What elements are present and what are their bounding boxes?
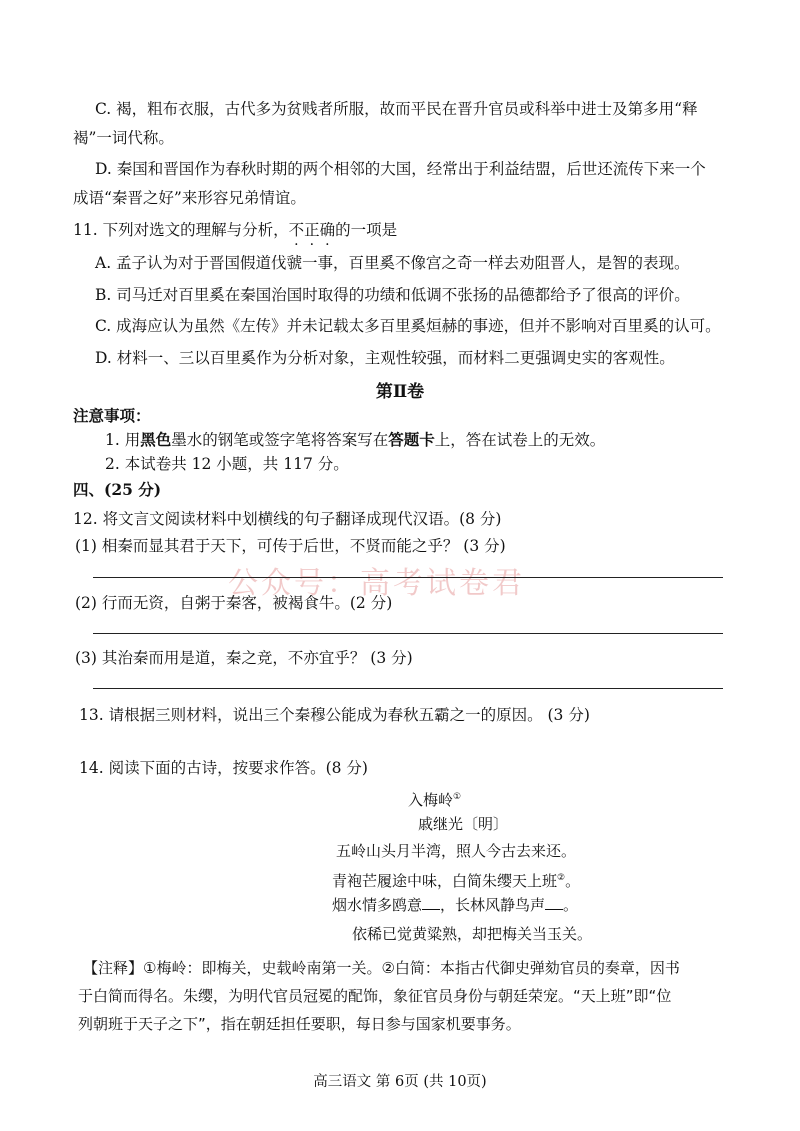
- question-14: 14. 阅读下面的古诗，按要求作答。(8 分): [79, 759, 368, 777]
- question-11: 11. 下列对选文的理解与分析，不正确的一项是: [73, 221, 398, 239]
- poem-line-1: 五岭山头月半湾，照人今古去来还。: [336, 842, 577, 860]
- poem-line-3: 烟水情多鸥意 ，长林风静鸟声 。: [332, 896, 579, 914]
- notice-item-1: 1. 用黑色墨水的钢笔或签字笔将答案写在答题卡上，答在试卷上的无效。: [105, 430, 606, 449]
- answer-line: [93, 577, 723, 578]
- note-line-1: 【注释】①梅岭：即梅关，史载岭南第一关。②白简：本指古代御史弹劾官员的奏章，因书: [83, 959, 680, 977]
- question-13: 13. 请根据三则材料，说出三个秦穆公能成为春秋五霸之一的原因。 (3 分): [79, 706, 590, 724]
- poem-line-4: 依稀已觉黄粱熟，却把梅关当玉关。: [352, 925, 593, 943]
- fill-blank: [422, 897, 440, 910]
- section-heading: 四、(25 分): [73, 480, 162, 499]
- notice-title: 注意事项：: [73, 406, 151, 425]
- answer-line: [93, 688, 723, 689]
- q11-option-a: A. 孟子认为对于晋国假道伐虢一事，百里奚不像宫之奇一样去劝阻晋人，是智的表现。: [95, 254, 690, 272]
- poem-title: 入梅岭①: [408, 791, 462, 809]
- q12-sub-1: (1) 相秦而显其君于天下，可传于后世，不贤而能之乎？ (3 分): [75, 537, 506, 555]
- notice-item-2: 2. 本试卷共 12 小题，共 117 分。: [105, 455, 349, 473]
- answer-line: [93, 633, 723, 634]
- option-10d-line1: D. 秦国和晋国作为春秋时期的两个相邻的大国，经常出于利益结盟，后世还流传下来一个: [95, 160, 706, 178]
- option-10d-line2: 成语“秦晋之好”来形容兄弟情谊。: [73, 189, 306, 207]
- option-10c-line2: 褐”一词代称。: [73, 129, 174, 147]
- q11-option-b: B. 司马迁对百里奚在秦国治国时取得的功绩和低调不张扬的品德都给予了很高的评价。: [95, 286, 690, 304]
- fill-blank: [545, 897, 563, 910]
- poem-author: 戚继光〔明〕: [418, 815, 509, 833]
- watermark: 公众号：高考试卷君: [228, 566, 525, 601]
- q11-option-d: D. 材料一、三以百里奚作为分析对象，主观性较强，而材料二更强调史实的客观性。: [95, 349, 675, 367]
- q12-sub-2: (2) 行而无资，自粥于秦客，被褐食牛。(2 分): [75, 594, 393, 612]
- option-10c-line1: C. 褐，粗布衣服，古代多为贫贱者所服，故而平民在晋升官员或科举中进士及第多用“释: [95, 100, 698, 118]
- q11-option-c: C. 成海应认为虽然《左传》并未记载太多百里奚烜赫的事迹，但并不影响对百里奚的认可。: [95, 317, 721, 335]
- volume-title: 第Ⅱ卷: [375, 382, 425, 402]
- emphasis-char: 正: [304, 221, 320, 239]
- note-line-3: 列朝班于天子之下”，指在朝廷担任要职，每日参与国家机要事务。: [78, 1015, 521, 1033]
- poem-line-2: 青袍芒履途中味，白简朱缨天上班②。: [332, 872, 581, 890]
- emphasis-char: 不: [288, 221, 305, 239]
- note-line-2: 于白简而得名。朱缨，为明代官员冠冕的配饰，象征官员身份与朝廷荣宠。“天上班”即“位: [78, 987, 672, 1005]
- question-12: 12. 将文言文阅读材料中划横线的句子翻译成现代汉语。(8 分): [73, 510, 502, 528]
- emphasis-char: 确: [319, 221, 336, 239]
- q12-sub-3: (3) 其治秦而用是道，秦之竞，不亦宜乎？ (3 分): [75, 649, 413, 667]
- page-footer: 高三语文 第 6页 (共 10页): [313, 1074, 487, 1090]
